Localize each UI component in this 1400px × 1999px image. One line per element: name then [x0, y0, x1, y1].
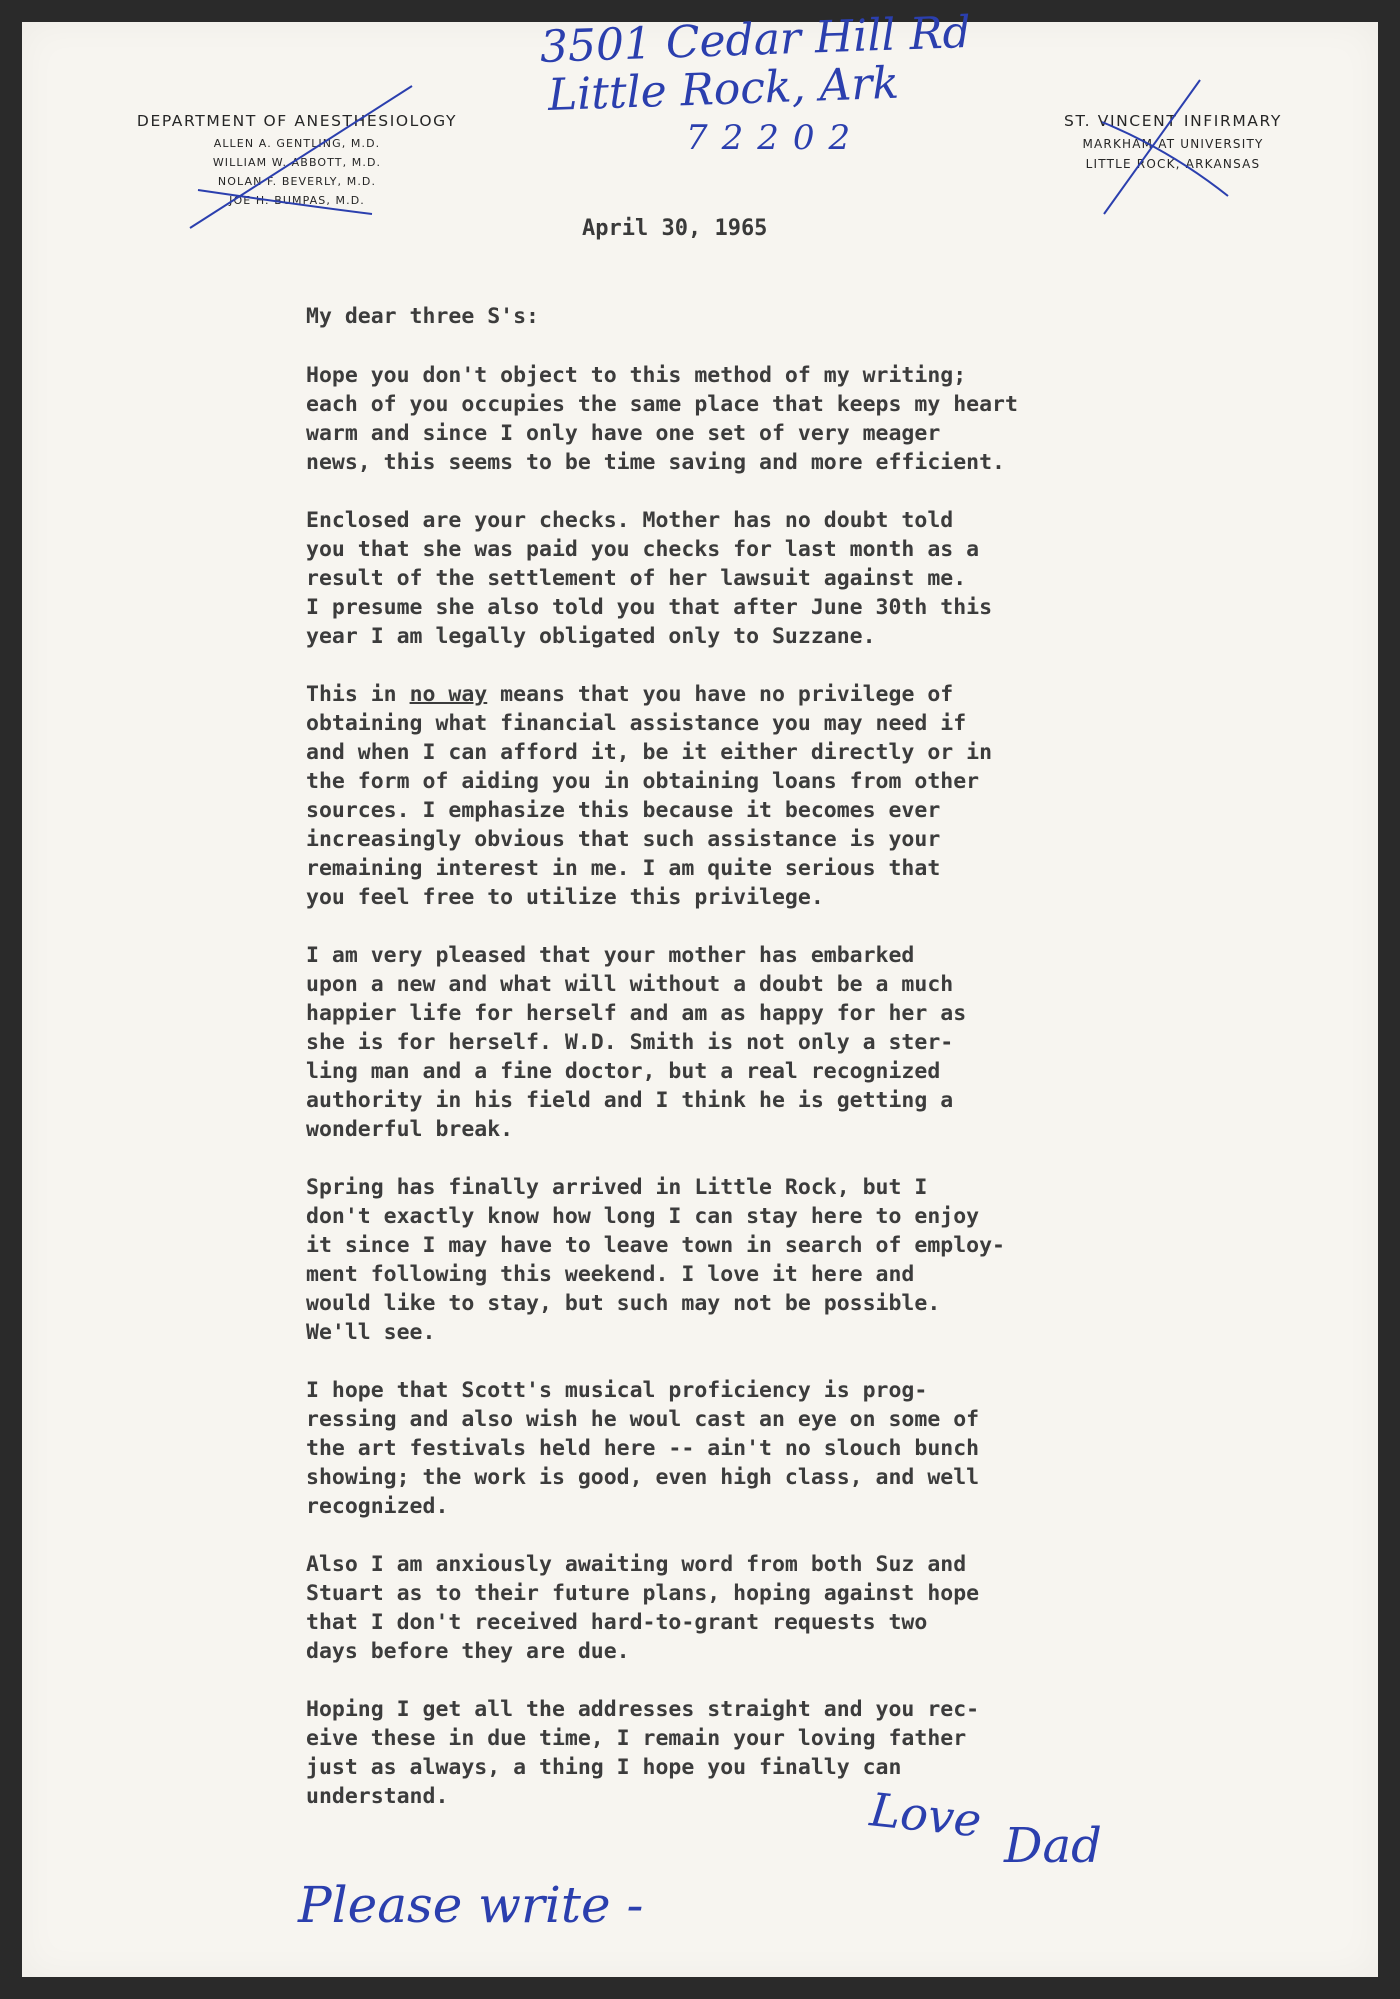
- letterhead-department: [107, 112, 487, 210]
- paragraph: I hope that Scott's musical proficiency is prog- ressing and also wish he woul cast an eye on some of the art festivals held here -- ain't no slouch bunch showing; the work is good, even high class, and well recognized.: [306, 1378, 980, 1519]
- paragraph: Hoping I get all the addresses straight and you rec- eive these in due time, I remain your loving father just as always, a thing I hope you finally can understand.: [306, 1697, 980, 1809]
- doctor-name: JOE H. BUMPAS, M.D.: [229, 194, 365, 207]
- handwritten-love: Love: [867, 1782, 984, 1848]
- infirmary-address-line: MARKHAM AT UNIVERSITY: [1082, 137, 1264, 151]
- paragraph: Enclosed are your checks. Mother has no doubt told you that she was paid you checks for last month as a result of the settlement of her lawsuit against me. I presume she also told you that after June 30th this year I am legally obligated only to Suzzane.: [306, 508, 993, 649]
- paragraph: Hope you don't object to this method of my writing; each of you occupies the same place that keeps my heart warm and since I only have one set of very meager news, this seems to be time saving and more efficient.: [306, 363, 1018, 475]
- letter-date: April 30, 1965: [582, 216, 768, 241]
- infirmary-name: ST. VINCENT INFIRMARY: [1064, 112, 1282, 130]
- paragraph: Spring has finally arrived in Little Rock, but I don't exactly know how long I can stay here to enjoy it since I may have to leave town in search of employ- ment following this weekend. I love it here and would like to stay, but such may not be possible. We'll see.: [306, 1175, 1005, 1345]
- handwritten-street: 3501 Cedar Hill Rd: [539, 6, 972, 73]
- paragraph: Also I am anxiously awaiting word from both Suz and Stuart as to their future plans, hoping against hope that I don't received hard-to-grant requests two days before they are due.: [306, 1552, 980, 1664]
- salutation: My dear three S's:: [306, 304, 539, 329]
- letter-body: [306, 302, 1186, 1840]
- handwritten-postscript: Please write -: [298, 1876, 644, 1934]
- infirmary-address-line: LITTLE ROCK, ARKANSAS: [1085, 157, 1261, 171]
- paragraph: I am very pleased that your mother has embarked upon a new and what will without a doubt be a much happier life for herself and am as happy for her as she is for herself. W.D. Smith is not only a ster- ling man and a fine doctor, but a real recognized authority in his field and I think he is getting a wonderful break.: [306, 943, 967, 1142]
- letterhead-infirmary: [1008, 112, 1338, 174]
- paragraph: [306, 680, 1186, 912]
- doctor-name: WILLIAM W. ABBOTT, M.D.: [212, 156, 382, 169]
- handwritten-zip: 72202: [686, 118, 865, 158]
- doctor-name: NOLAN F. BEVERLY, M.D.: [217, 175, 377, 188]
- paragraph-text: This in: [306, 682, 410, 707]
- doctor-name: ALLEN A. GENTLING, M.D.: [213, 137, 381, 150]
- paragraph-text: means that you have no privilege of obtaining what financial assistance you may need if and when I can afford it, be it either directly or in the form of aiding you in obtaining loans from other sources. I emphasize this because it becomes ever increasingly obvious that such assistance is your remaining interest in me. I am quite serious that you feel free to utilize this privilege.: [306, 682, 993, 910]
- handwritten-signature: Dad: [1004, 1818, 1102, 1874]
- underlined-emphasis: no way: [409, 682, 488, 707]
- department-name: DEPARTMENT OF ANESTHESIOLOGY: [136, 112, 458, 130]
- handwritten-city: Little Rock, Ark: [547, 57, 900, 121]
